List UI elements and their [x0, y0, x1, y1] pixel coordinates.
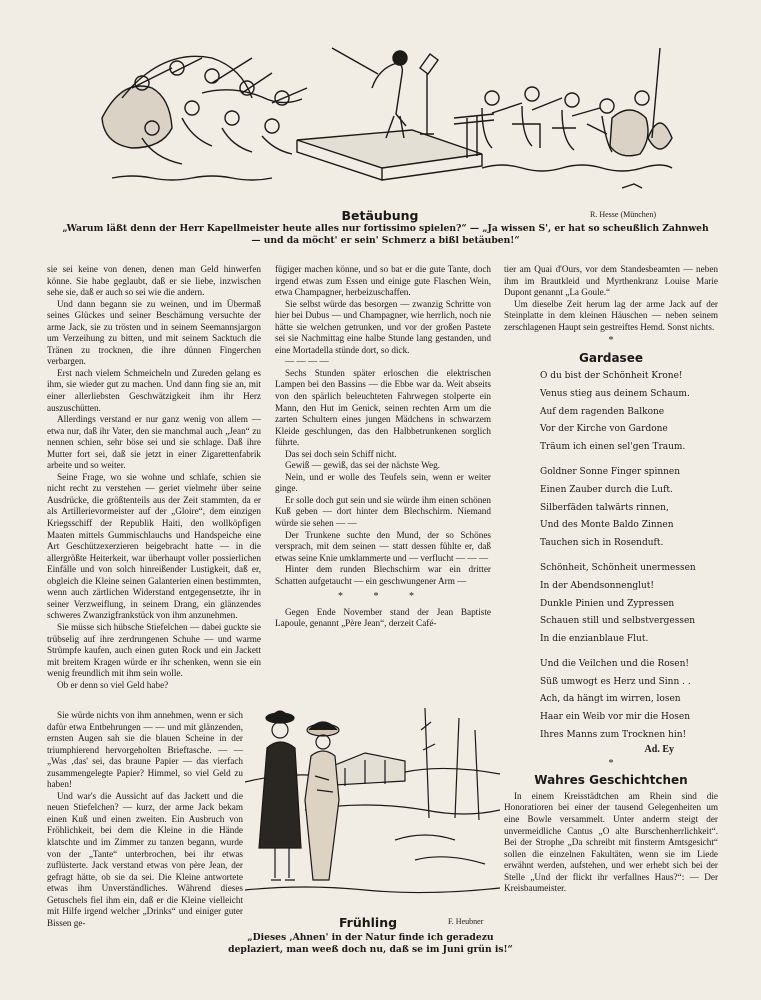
anecdote-title: Wahres Geschichtchen [534, 773, 688, 788]
poem-line: Schönheit, Schönheit unermessen [540, 563, 696, 574]
bottom-cartoon-credit: F. Heubner [448, 917, 484, 926]
poem-line: Ihres Manns zum Trocknen hin! [540, 729, 687, 740]
poem-line: In der Abendsonnenglut! [540, 580, 655, 591]
story-paragraph: — — — — [285, 356, 329, 367]
story-paragraph: Hinter dem runden Blechschirm war ein dritter Schatten aufgetaucht — ein geschwungener Arm — [275, 564, 491, 586]
story-paragraph: Um dieselbe Zeit herum lag der arme Jack auf der Steinplatte in dem kleinen Häuschen — neben seinem zerschlagenen Haupt sein gestreiftes Hemd. Sonst nichts. [504, 298, 718, 332]
poem-line: In die enzianblaue Flut. [540, 633, 649, 644]
story-paragraph: Nein, und er wolle des Teufels sein, wenn er weiter ginge. [275, 471, 491, 494]
poem-title: Gardasee [579, 350, 643, 365]
story-paragraph: Sie müsse sich hübsche Stiefelchen — dabei guckte sie trübselig auf ihre zerdrungenen Schuhe — und warme Strümpfe kaufen, auch einen guten Rock und ein Jackett mit breitem Kragen würde er ihr schenken, wenn sie ein wenig freundlich mit ihm sein wolle. [47, 621, 261, 679]
poem-line: Einen Zauber durch die Luft. [540, 484, 673, 495]
poem-line: Schauen still und selbstvergessen [540, 616, 696, 627]
story-paragraph: fügiger machen könne, und so bat er die gute Tante, doch irgend etwas zum Essen und einige gute Flaschen Wein, etwa Champagner, herbeizuschaffen. [275, 264, 491, 298]
bottom-cartoon-title: Frühling [338, 915, 398, 930]
story-paragraph: Und war's die Aussicht auf das Jackett und die neuen Stiefelchen? — kurz, der arme Jack bekam einen Kuß und einen zweiten. Ein Ausbruch von Fröhlichkeit, bei dem die Kleine in die Hände klatschte und im Zimmer zu tanzen begann, wurde von der „Tante“ unterbrochen, bei ihr etwas zuflüsterte. Jack verstand etwas von père Jean, der gefragt hätte, ob sie da sei. Die Kleine antwortete etwas ihm Unverständliches. Während dieses Getuschels fiel ihm ein, daß er die Kleine vielleicht mit Hilfe irgend welcher „Drinks“ und einiger guter Bissen ge- [47, 790, 243, 928]
story-paragraph: Sie würde nichts von ihm annehmen, wenn er sich dafür etwa Entbehrungen — — und mit glänzenden, ernsten Augen sah sie die blauen Scheine in der triumphierend hervorgeholten Brieftasche. — — „Was ‚das' sei, das braune Papier — das vierfach zusammengelegte Papier? Himmel, so viel Geld zu haben! [47, 710, 243, 790]
poem-line: Und die Veilchen und die Rosen! [540, 659, 690, 670]
separator-star: * [608, 335, 614, 347]
story-paragraph: Und dann begann sie zu weinen, und im Übermaß seines Glückes und seiner Beschämung versuchte der arme Jack, sie zu trösten und in seinem Seemannsjargon um Verzeihung zu bitten, und mit seinem Sacktuch die Tränen zu trocknen, die ihre dünnen Fingerchen verbargen. [47, 298, 261, 367]
poem-line: Silberfäden talwärts rinnen, [540, 502, 669, 513]
poem-line: Träum ich einen sel'gen Traum. [540, 441, 686, 452]
story-paragraph: Allerdings verstand er nur ganz wenig von allem — etwa nur, daß ihr Vater, den sie manchmal auch „Jean“ zu nennen schien, sehr böse sei und sie schlage. Daß ihre Mutter fort sei, daß sie jetzt in einer Zigarettenfabrik arbeite und so weiter. [47, 414, 261, 471]
bottom-cartoon-caption: „Dieses ‚Ahnen' in der Natur finde ich geradezu deplaziert, man weeß doch nu, daß se im Juni grün is!“ [228, 932, 513, 955]
poem-line: O du bist der Schönheit Krone! [540, 371, 683, 382]
story-paragraph: Ob er denn so viel Geld habe? [57, 679, 169, 690]
story-column-1-lower [47, 710, 243, 929]
poem-line: Goldner Sonne Finger spinnen [540, 467, 681, 478]
story-paragraph: Das sei doch sein Schiff nicht. [285, 448, 397, 459]
anecdote-text: In einem Kreisstädtchen am Rhein sind die Honoratioren bei einer der tausend Gelegenheiten um eine Bowle versammelt. Unter anderm steigt der unvermeidliche Cantus „O alte Burschenherrlichkeit“. Bei der Strophe „Da schreibt mit finsterm Amtsgesicht“ sollen die einzelnen Fakultäten, wenn sie im Liede erwähnt werden, aufstehen, und wer erhebt sich bei der Stelle „Und der flickt ihr verfallnes Haus?“: — Der Kreisbaumeister. [504, 790, 718, 894]
separator-star: * [608, 757, 614, 769]
poem-author: Ad. Ey [644, 744, 674, 756]
section-separator: * * * [338, 591, 428, 603]
poem-body [504, 368, 718, 744]
top-cartoon-credit: R. Hesse (München) [590, 210, 656, 219]
story-column-2 [275, 264, 491, 630]
story-paragraph: Gegen Ende November stand der Jean Baptiste Lapoule, genannt „Père Jean“, derzeit Café- [275, 606, 491, 629]
poem-line: Dunkle Pinien und Zypressen [540, 598, 675, 609]
poem-line: Auf dem ragenden Balkone [540, 406, 665, 417]
story-paragraph: Sechs Stunden später erloschen die elektrischen Lampen bei den Bassins — die Ebbe war da. Weit abseits von den spärlich beleuchteten Fahrwegen stolperte ein Mann, den Hut im Genick, seinen rechten Arm um die zarten Schultern eines jungen Mädchens in schwarzem Kleide geschlungen, das den Halbbetrunkenen sorglich führte. [275, 367, 491, 448]
story-column-1 [47, 264, 261, 691]
story-paragraph: Der Trunkene suchte den Mund, der so Schönes versprach, mit dem seinen — statt dessen fühlte er, daß etwas seine Knie umklammerte und — verflucht — — — [275, 529, 491, 563]
story-column-3 [504, 264, 718, 895]
top-cartoon-title: Betäubung [341, 208, 419, 223]
poem-line: Und des Monte Baldo Zinnen [540, 520, 674, 531]
poem-line: Tauchen sich in Rosenduft. [540, 537, 664, 548]
poem-line: Venus stieg aus deinem Schaum. [540, 388, 690, 399]
story-paragraph: Erst nach vielem Schmeicheln und Zureden gelang es ihm, sie wieder gut zu machen. Und dann fing sie an, mit einer allerliebsten Geschwätzigkeit ihm ihr Herz auszuschütten. [47, 367, 261, 413]
story-paragraph: Gewiß — gewiß, das sei der nächste Weg. [285, 460, 440, 471]
story-paragraph: Er solle doch gut sein und sie würde ihm einen schönen Kuß geben — dort hinter dem Blechschirm. Niemand würde sie sehen — — [275, 494, 491, 529]
poem-line: Haar ein Weib vor mir die Hosen [540, 712, 691, 723]
orchestra-illustration [82, 28, 682, 198]
poem-line: Ach, da hängt im wirren, losen [540, 694, 681, 705]
story-paragraph: Seine Frage, wo sie wohne und schlafe, schien sie nicht recht zu verstehen — geriet vielmehr über seine Ausdrücke, die größtenteils aus der Zeit stammten, da er als Artillerievormeister auf der „Gloire“, dem einzigen Kriegsschiff der Republik Haiti, den wollköpfigen Maaten mittels Gummischlauchs und Handspeiche eine Art Geschützexerzieren beigebracht hatte — in die allergrößte Heiterkeit, war überhaupt voller possierlichen Einfälle und von solch hinreißender Lustigkeit, daß er, obgleich die Kleine seinen Galanterien einen bestimmten, wenn auch zärtlichen Widerstand entgegensetzte, ihr in seiner Verzweiflung, in seinem Drang, ein glänzendes schweres Zwanzigfrankstück von ihm anzunehmen. [47, 471, 261, 621]
story-paragraph: sie sei keine von denen, denen man Geld hinwerfen könne. Sie habe geglaubt, daß er sie liebe, inzwischen sehe sie, daß er auch so sei wie die andern. [47, 264, 261, 298]
poem-line: Vor der Kirche von Gardone [540, 424, 668, 435]
story-paragraph: tier am Quai d'Ours, vor dem Standesbeamten — neben ihm im Brautkleid und Myrthenkranz Louise Marie Dupont genannt „La Goule.“ [504, 264, 718, 298]
poem-line: Süß umwogt es Herz und Sinn . . [540, 676, 691, 687]
top-cartoon-caption: „Warum läßt denn der Herr Kapellmeister heute alles nur fortissimo spielen?“ — „Ja wissen S', er hat so scheußlich Zahnweh — und da möcht' er sein' Schmerz a bißl betäuben!“ [62, 223, 709, 246]
spring-illustration [245, 690, 500, 908]
story-paragraph: Sie selbst würde das besorgen — zwanzig Schritte von hier bei Dubus — und Champagner, wie herrlich, noch nie hätte sie welchen getrunken, und vor der großen Pastete sei sie Nachmittag eine halbe Stunde lang gestanden, und eine Mortadella stünde dort, so dick. [275, 298, 491, 355]
